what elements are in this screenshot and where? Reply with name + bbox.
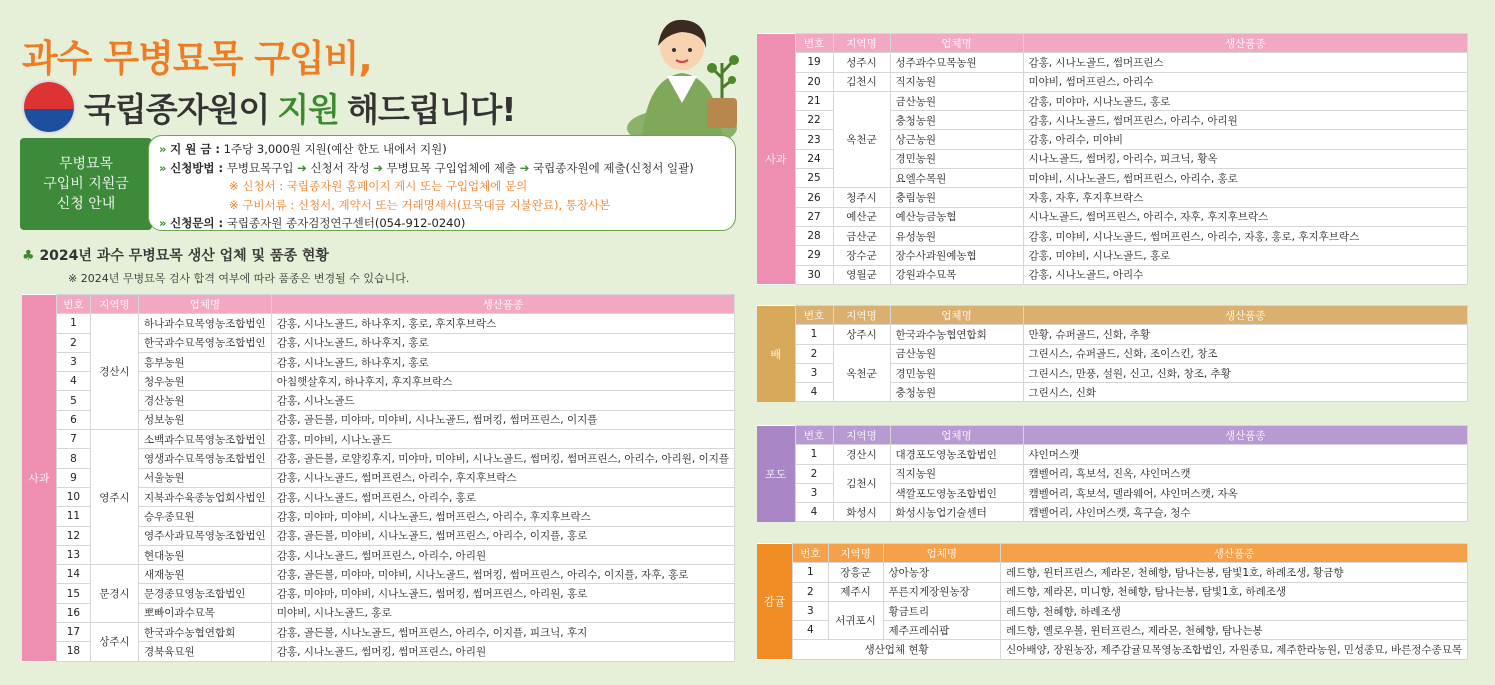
row-number: 17 [56,623,90,642]
varieties: 감홍, 시나노골드, 하나후지, 홍로, 후지후브락스 [271,314,734,333]
company-name: 한국과수묘목영농조합법인 [138,333,271,352]
row-number: 7 [56,430,90,449]
company-name: 새재농원 [138,565,271,584]
company-name: 푸른지게장원농장 [883,582,1001,601]
varieties: 감홍, 시나노골드, 썸머프린스 [1023,53,1468,72]
company-name: 영생과수묘목영농조합법인 [138,449,271,468]
region-name: 제주시 [828,582,883,601]
company-name: 예산능금농협 [890,207,1023,226]
varieties: 감홍, 골든볼, 미야비, 시나노골드, 썸머프린스, 아리수, 이지플, 홍로 [271,526,734,545]
varieties: 아침햇살후지, 하나후지, 후지후브락스 [271,372,734,391]
column-header: 업체명 [883,544,1001,563]
varieties: 시나노골드, 썸머킹, 아리수, 피크닉, 황옥 [1023,149,1468,168]
varieties: 감홍, 시나노골드, 썸머킹, 썸머프린스, 아리원 [271,642,734,661]
region-name: 화성시 [833,503,890,522]
category-label: 감귤 [757,544,793,660]
guide-info [148,135,736,231]
table-row [757,503,1468,522]
column-header: 업체명 [138,295,271,314]
row-number: 22 [795,111,833,130]
guide-box [20,138,152,230]
row-number: 1 [793,563,828,582]
company-name: 청우농원 [138,372,271,391]
company-name: 충청농원 [890,111,1023,130]
varieties: 감홍, 골든볼, 미야마, 미야비, 시나노골드, 썸머킹, 썸머프린스, 이지플 [271,410,734,429]
row-number: 5 [56,391,90,410]
table-row [757,53,1468,72]
company-name: 금산농원 [890,344,1023,363]
varieties: 그린시스, 슈퍼골드, 신화, 조이스킨, 창조 [1023,344,1468,363]
table-row [757,601,1468,620]
region-name: 옥천군 [833,344,890,402]
column-header: 번호 [795,306,833,325]
footer-label: 생산업체 현황 [793,640,1001,659]
row-number: 4 [795,503,833,522]
sprout-icon: ♣ [22,248,35,264]
varieties: 미야비, 시나노골드, 홍로 [271,603,734,622]
nsv-logo-icon [22,80,76,134]
company-name: 유성농원 [890,226,1023,245]
varieties: 캠벨어리, 흑보석, 델라웨어, 샤인머스캣, 자옥 [1023,483,1468,502]
row-number: 18 [56,642,90,661]
section-note: ※ 2024년 무병묘목 검사 합격 여부에 따라 품종은 변경될 수 있습니다. [68,272,410,285]
varieties: 감홍, 시나노골드 [271,391,734,410]
table-row [757,464,1468,483]
column-header: 업체명 [890,34,1023,53]
column-header: 지역명 [833,426,890,445]
citrus-table [757,543,1468,660]
region-name: 김천시 [833,72,890,91]
column-header: 번호 [795,426,833,445]
woman-with-seedling-illustration [612,8,747,138]
table-row [757,265,1468,284]
region-name: 옥천군 [833,91,890,187]
varieties: 시나노골드, 썸머프린스, 아리수, 자후, 후지후브락스 [1023,207,1468,226]
company-name: 황금트리 [883,601,1001,620]
category-label: 사과 [757,34,795,285]
company-name: 상아농장 [883,563,1001,582]
row-number: 15 [56,584,90,603]
subheadline-end: 해드립니다! [347,89,516,129]
row-number: 29 [795,246,833,265]
company-name: 금산농원 [890,91,1023,110]
table-row [757,207,1468,226]
region-name: 예산군 [833,207,890,226]
company-name: 뽀빠이과수묘목 [138,603,271,622]
row-number: 10 [56,487,90,506]
headline: 과수 무병묘목 구입비, [22,37,372,80]
table-row [757,188,1468,207]
region-name: 장흥군 [828,563,883,582]
varieties: 레드향, 천혜향, 하례조생 [1001,601,1468,620]
section-title: ♣ 2024년 과수 무병묘목 생산 업체 및 품종 현황 [22,248,329,264]
table-row [757,91,1468,110]
varieties: 자홍, 자후, 후지후브락스 [1023,188,1468,207]
column-header: 번호 [793,544,828,563]
row-number: 3 [793,601,828,620]
varieties: 미야비, 썸머프린스, 아리수 [1023,72,1468,91]
region-name: 문경시 [90,565,138,623]
guide-contact: » 신청문의 : 국립종자원 종자검정연구센터(054-912-0240) [159,216,466,230]
company-name: 한국과수농협연합회 [890,325,1023,344]
header-row [757,306,1468,325]
row-number: 1 [795,325,833,344]
varieties: 감홍, 시나노골드, 하나후지, 홍로 [271,352,734,371]
company-name: 강원과수묘목 [890,265,1023,284]
varieties: 캠벨어리, 샤인머스캣, 흑구슬, 청수 [1023,503,1468,522]
table-row [22,314,735,333]
varieties: 그린시스, 만풍, 설원, 신고, 신화, 창조, 추황 [1023,363,1468,382]
row-number: 1 [56,314,90,333]
row-number: 2 [56,333,90,352]
row-number: 16 [56,603,90,622]
pear-table [757,305,1468,402]
column-header: 생산품종 [271,295,734,314]
category-label: 포도 [757,426,795,522]
region-name: 경산시 [90,314,138,430]
column-header: 업체명 [890,426,1023,445]
company-name: 상근농원 [890,130,1023,149]
company-name: 장수사과원예농협 [890,246,1023,265]
column-header: 생산품종 [1001,544,1468,563]
company-name: 흥부농원 [138,352,271,371]
company-name: 경산농원 [138,391,271,410]
company-name: 성보농원 [138,410,271,429]
column-header: 생산품종 [1023,34,1468,53]
row-number: 4 [793,621,828,640]
table-row [757,72,1468,91]
varieties: 레드향, 제라몬, 미니향, 천혜향, 탐나는봉, 탐빛1호, 하례조생 [1001,582,1468,601]
varieties: 감홍, 골든볼, 미야마, 미야비, 시나노골드, 썸머킹, 썸머프린스, 아리수, 이지플, 자후, 홍로 [271,565,734,584]
column-header: 지역명 [833,306,890,325]
company-name: 충림농원 [890,188,1023,207]
footer-row [757,640,1468,659]
region-name: 성주시 [833,53,890,72]
company-name: 문경종묘영농조합법인 [138,584,271,603]
row-number: 2 [795,344,833,363]
company-name: 경민농원 [890,149,1023,168]
company-name: 요엘수목원 [890,169,1023,188]
guide-box-line: 구입비 지원금 [43,176,129,192]
company-name: 현대농원 [138,545,271,564]
row-number: 2 [795,464,833,483]
region-name: 영주시 [90,430,138,565]
row-number: 27 [795,207,833,226]
footer-companies: 신아배양, 장원농장, 제주감귤묘목영농조합법인, 자원종묘, 제주한라농원, 민성종묘, 바른정수종묘목 [1001,640,1468,659]
header-row [757,34,1468,53]
region-name: 서귀포시 [828,601,883,640]
column-header: 생산품종 [1023,426,1468,445]
header-row [757,544,1468,563]
varieties: 레드향, 옐로우볼, 윈터프린스, 제라몬, 천혜향, 탐나는봉 [1001,621,1468,640]
varieties: 감홍, 미야마, 시나노골드, 홍로 [1023,91,1468,110]
varieties: 감홍, 시나노골드, 아리수 [1023,265,1468,284]
subheadline-highlight: 지원 [277,89,340,129]
row-number: 14 [56,565,90,584]
company-name: 하나과수묘목영농조합법인 [138,314,271,333]
guide-method: » 신청방법 : 무병묘목구입 ➔ 신청서 작성 ➔ 무병묘목 구입업체에 제출 ➔ 국립종자원에 제출(신청서 일괄) [159,160,694,175]
company-name: 제주프레쉬팝 [883,621,1001,640]
company-name: 서울농원 [138,468,271,487]
region-name: 금산군 [833,226,890,245]
varieties: 감홍, 시나노골드, 썸머프린스, 아리수, 홍로 [271,487,734,506]
guide-amount: » 지 원 금 : 1주당 3,000원 지원(예산 한도 내에서 지원) [159,142,447,156]
varieties: 샤인머스캣 [1023,445,1468,464]
company-name: 대경포도영농조합법인 [890,445,1023,464]
row-number: 30 [795,265,833,284]
column-header: 업체명 [890,306,1023,325]
row-number: 8 [56,449,90,468]
table-row [757,563,1468,582]
table-row [757,226,1468,245]
apple-table-1 [22,294,735,662]
column-header: 지역명 [90,295,138,314]
region-name: 상주시 [90,623,138,662]
row-number: 12 [56,526,90,545]
varieties: 감홍, 시나노골드, 썸머프린스, 아리수, 아리원 [271,545,734,564]
header-row [22,295,735,314]
varieties: 감홍, 아리수, 미야비 [1023,130,1468,149]
company-name: 색깔포도영농조합법인 [890,483,1023,502]
row-number: 4 [795,383,833,402]
column-header: 번호 [795,34,833,53]
category-label: 배 [757,306,795,402]
table-row [757,445,1468,464]
company-name: 지북과수육종농업회사법인 [138,487,271,506]
company-name: 영주사과묘목영농조합법인 [138,526,271,545]
subheadline [22,80,516,134]
row-number: 6 [56,410,90,429]
category-label: 사과 [22,295,56,662]
row-number: 2 [793,582,828,601]
column-header: 지역명 [828,544,883,563]
varieties: 감홍, 미야마, 미야비, 시나노골드, 썸머킹, 썸머프린스, 아리원, 홍로 [271,584,734,603]
column-header: 생산품종 [1023,306,1468,325]
row-number: 19 [795,53,833,72]
varieties: 감홍, 시나노골드, 썸머프린스, 아리수, 후지후브락스 [271,468,734,487]
table-row [22,430,735,449]
varieties: 캠벨어리, 흑보석, 진옥, 샤인머스캣 [1023,464,1468,483]
region-name: 상주시 [833,325,890,344]
row-number: 3 [56,352,90,371]
varieties: 감홍, 시나노골드, 썸머프린스, 아리수, 아리원 [1023,111,1468,130]
row-number: 24 [795,149,833,168]
table-row [22,623,735,642]
varieties: 감홍, 미야마, 미야비, 시나노골드, 썸머프린스, 아리수, 후지후브락스 [271,507,734,526]
guide-box-line: 무병묘목 [58,156,114,172]
table-row [757,325,1468,344]
company-name: 한국과수농협연합회 [138,623,271,642]
row-number: 26 [795,188,833,207]
varieties: 감홍, 미야비, 시나노골드, 썸머프린스, 아리수, 자홍, 홍로, 후지후브락스 [1023,226,1468,245]
row-number: 11 [56,507,90,526]
region-name: 경산시 [833,445,890,464]
guide-note-docs: ※ 구비서류 : 신청서, 계약서 또는 거래명세서(묘목대금 지불완료), 통장사본 [229,197,611,212]
region-name: 영월군 [833,265,890,284]
row-number: 28 [795,226,833,245]
row-number: 13 [56,545,90,564]
header-row [757,426,1468,445]
row-number: 25 [795,169,833,188]
subheadline-org: 국립종자원이 [84,89,270,129]
company-name: 경북육묘원 [138,642,271,661]
row-number: 9 [56,468,90,487]
company-name: 소백과수묘목영농조합법인 [138,430,271,449]
company-name: 충청농원 [890,383,1023,402]
region-name: 김천시 [833,464,890,503]
varieties: 감홍, 미야비, 시나노골드, 홍로 [1023,246,1468,265]
row-number: 20 [795,72,833,91]
table-row [757,344,1468,363]
region-name: 청주시 [833,188,890,207]
table-row [757,246,1468,265]
row-number: 3 [795,363,833,382]
row-number: 4 [56,372,90,391]
column-header: 지역명 [833,34,890,53]
varieties: 감홍, 시나노골드, 하나후지, 홍로 [271,333,734,352]
row-number: 3 [795,483,833,502]
company-name: 승우종묘원 [138,507,271,526]
varieties: 감홍, 미야비, 시나노골드 [271,430,734,449]
company-name: 직지농원 [890,72,1023,91]
company-name: 성주과수묘목농원 [890,53,1023,72]
table-row [757,582,1468,601]
varieties: 감홍, 골든볼, 시나노골드, 썸머프린스, 아리수, 이지플, 피크닉, 후지 [271,623,734,642]
table-row [22,565,735,584]
company-name: 화성시농업기술센터 [890,503,1023,522]
company-name: 직지농원 [890,464,1023,483]
company-name: 경민농원 [890,363,1023,382]
varieties: 만황, 슈퍼골드, 신화, 추황 [1023,325,1468,344]
row-number: 21 [795,91,833,110]
grape-table [757,425,1468,522]
varieties: 감홍, 골든볼, 로얄킹후지, 미야마, 미야비, 시나노골드, 썸머킹, 썸머프린스, 아리수, 아리원, 이지플 [271,449,734,468]
column-header: 번호 [56,295,90,314]
apple-table-2 [757,33,1468,285]
varieties: 레드향, 윈터프린스, 제라몬, 천혜향, 탐나는봉, 탐빛1호, 하례조생, 황금향 [1001,563,1468,582]
region-name: 장수군 [833,246,890,265]
guide-box-line: 신청 안내 [56,196,116,212]
row-number: 23 [795,130,833,149]
guide-note-form: ※ 신청서 : 국립종자원 홈페이지 게시 또는 구입업체에 문의 [229,179,528,193]
varieties: 미야비, 시나노골드, 썸머프린스, 아리수, 홍로 [1023,169,1468,188]
row-number: 1 [795,445,833,464]
varieties: 그린시스, 신화 [1023,383,1468,402]
